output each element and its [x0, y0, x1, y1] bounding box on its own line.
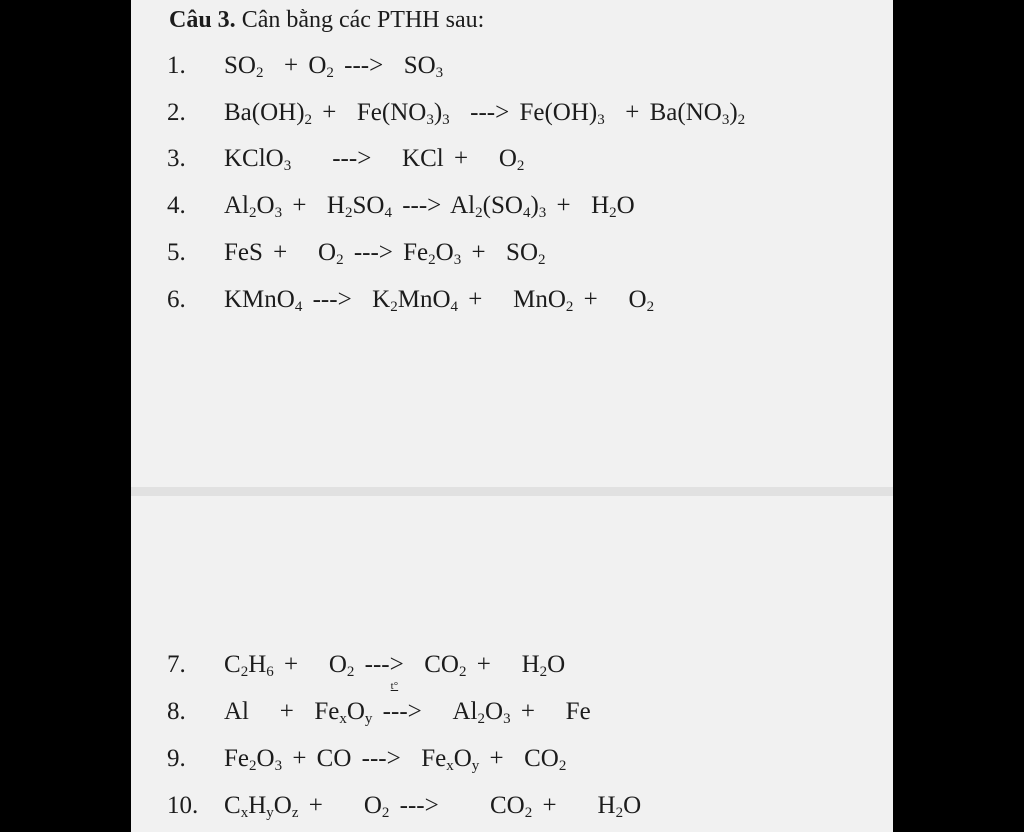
- equation-row-8: [167, 680, 887, 730]
- equation-number: 4.: [167, 192, 186, 219]
- equation-text: $Al_2O_3 + H_2SO_4$ ---> $Al_2(SO_4)_3 + H_2O$: [224, 192, 635, 221]
- equation-row-4: [167, 188, 887, 224]
- equation-row-10: [167, 788, 887, 824]
- equation-row-1: [167, 48, 887, 84]
- page-separator: [131, 487, 893, 496]
- equation-row-2: [167, 95, 887, 131]
- equation-text: $Ba(OH)_2 + Fe(NO_3)_3$ ---> $Fe(OH)_3 + Ba(NO_3)_2$: [224, 99, 746, 128]
- question-heading: [169, 3, 484, 37]
- equation-row-9: [167, 741, 887, 777]
- equation-text: $C_xH_yO_z$ + $O_2$ ---> $CO_2$ + $H_2O$: [224, 792, 642, 821]
- equation-text: $Fe_2O_3$ + CO ---> $Fe_xO_y + CO_2$: [224, 745, 567, 774]
- equation-text: KMnO$_4$ ---> $K_2MnO_4 + MnO_2 + O_2$: [224, 286, 655, 315]
- equation-row-5: [167, 235, 887, 271]
- equation-text: $C_2H_6 + O_2$ ---> $CO_2 + H_2O$: [224, 651, 566, 680]
- equation-number: 7.: [167, 651, 186, 678]
- equation-row-7: [167, 647, 887, 683]
- equation-text: KClO$_3$ ---> KCl + $O_2$: [224, 145, 525, 174]
- equation-text: $Al + Fe_xO_y$ t° ---> $Al_2O_3 + Fe$: [224, 680, 591, 727]
- equation-row-3: [167, 141, 887, 177]
- question-instruction: Cân bằng các PTHH sau:: [235, 7, 485, 33]
- equation-number: 8.: [167, 698, 186, 725]
- equation-number: 10.: [167, 792, 199, 819]
- equation-number: 2.: [167, 99, 186, 126]
- equation-number: 9.: [167, 745, 186, 772]
- equation-number: 3.: [167, 145, 186, 172]
- equation-number: 1.: [167, 52, 186, 79]
- equation-number: 5.: [167, 239, 186, 266]
- equation-row-6: [167, 282, 887, 318]
- equation-number: 6.: [167, 286, 186, 313]
- question-number: Câu 3.: [169, 7, 236, 33]
- document-page: [131, 0, 893, 832]
- equation-text: FeS + $O_2$ ---> $Fe_2O_3 + SO_2$: [224, 239, 546, 268]
- equation-text: $SO_2 + O_2$ ---> $SO_3$: [224, 52, 444, 81]
